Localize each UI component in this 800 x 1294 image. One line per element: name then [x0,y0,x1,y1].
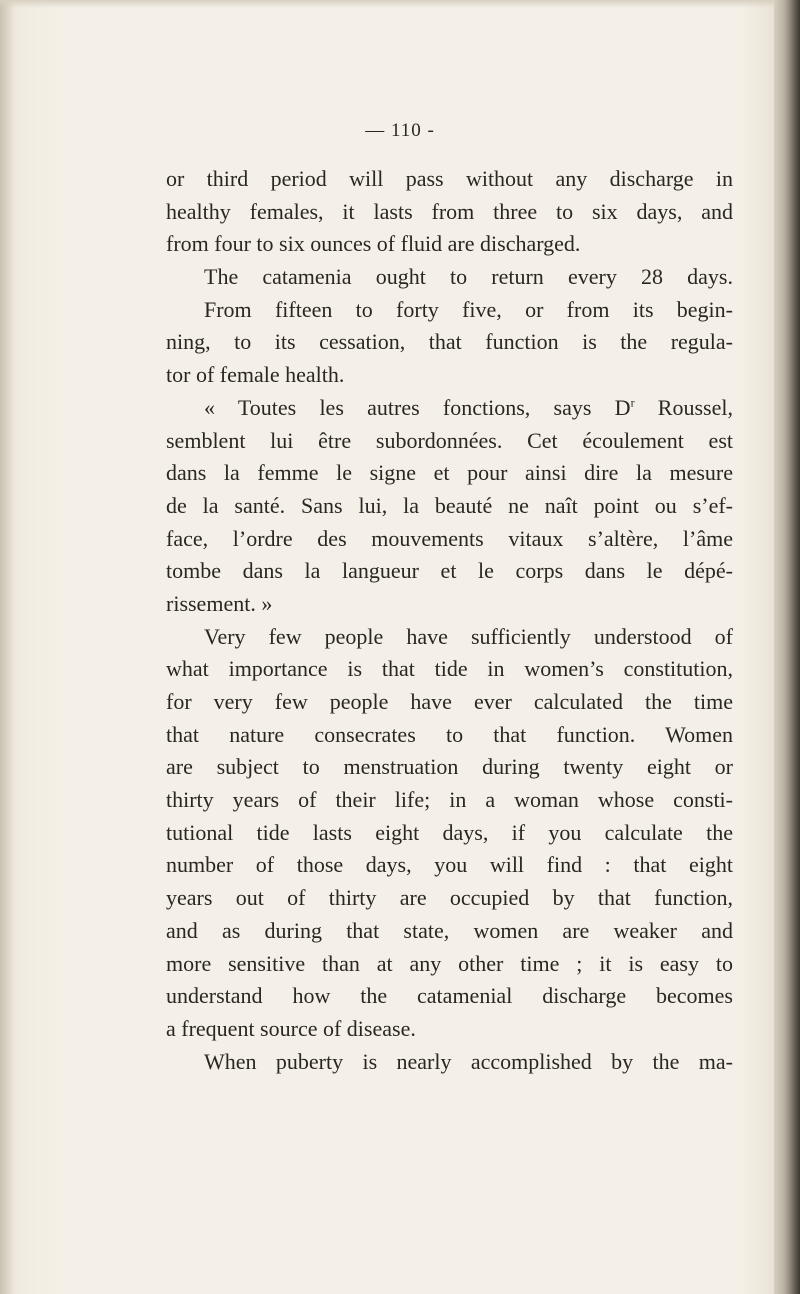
text-line: tombe dans la langueur et le corps dans le dépé- [166,558,733,584]
book-spine-edge [774,0,800,1294]
text-line: tor of female health. [166,362,345,388]
text-line: what importance is that tide in women’s constitution, [166,656,733,682]
text-segment: Roussel, [634,394,733,420]
text-line: The catamenia ought to return every 28 days. [204,264,733,290]
text-line: and as during that state, women are weaker and [166,917,733,943]
text-line: rissement. » [166,590,273,616]
text-line: de la santé. Sans lui, la beauté ne naît point ou s’ef- [166,492,733,518]
page-top-edge-shadow [0,0,800,8]
text-line: years out of thirty are occupied by that function, [166,885,733,911]
text-line: more sensitive than at any other time ; it is easy to [166,950,733,976]
text-line: dans la femme le signe et pour ainsi dire la mesure [166,460,733,486]
body-text [166,163,733,1078]
text-line: healthy females, it lasts from three to six days, and [166,198,733,224]
text-line: face, l’ordre des mouvements vitaux s’altère, l’âme [166,525,733,551]
text-line: When puberty is nearly accomplished by the ma- [204,1048,733,1074]
text-line: thirty years of their life; in a woman whose consti- [166,787,733,813]
text-line: or third period will pass without any discharge in [166,166,733,191]
text-line: semblent lui être subordonnées. Cet écoulement est [166,427,733,453]
text-line: from four to six ounces of fluid are discharged. [166,231,581,257]
text-segment: « Toutes les autres fonctions, says D [204,394,631,420]
text-line: number of those days, you will find : that eight [166,852,733,878]
text-line: ning, to its cessation, that function is the regula- [166,329,733,355]
page-left-edge-shadow [0,0,14,1294]
text-line: understand how the catamenial discharge becomes [166,983,733,1009]
page-number: — 110 - [365,120,435,141]
superscript: r [630,395,635,410]
text-line: for very few people have ever calculated the time [166,689,733,714]
text-line: are subject to menstruation during twenty eight or [166,754,733,780]
text-line: tutional tide lasts eight days, if you calculate the [166,819,733,845]
text-line: Very few people have sufficiently understood of [204,623,733,649]
text-line-with-superscript [166,392,733,425]
text-line: that nature consecrates to that function. Women [166,721,733,747]
text-line: a frequent source of disease. [166,1015,416,1041]
text-line: From fifteen to forty five, or from its begin- [204,296,733,322]
